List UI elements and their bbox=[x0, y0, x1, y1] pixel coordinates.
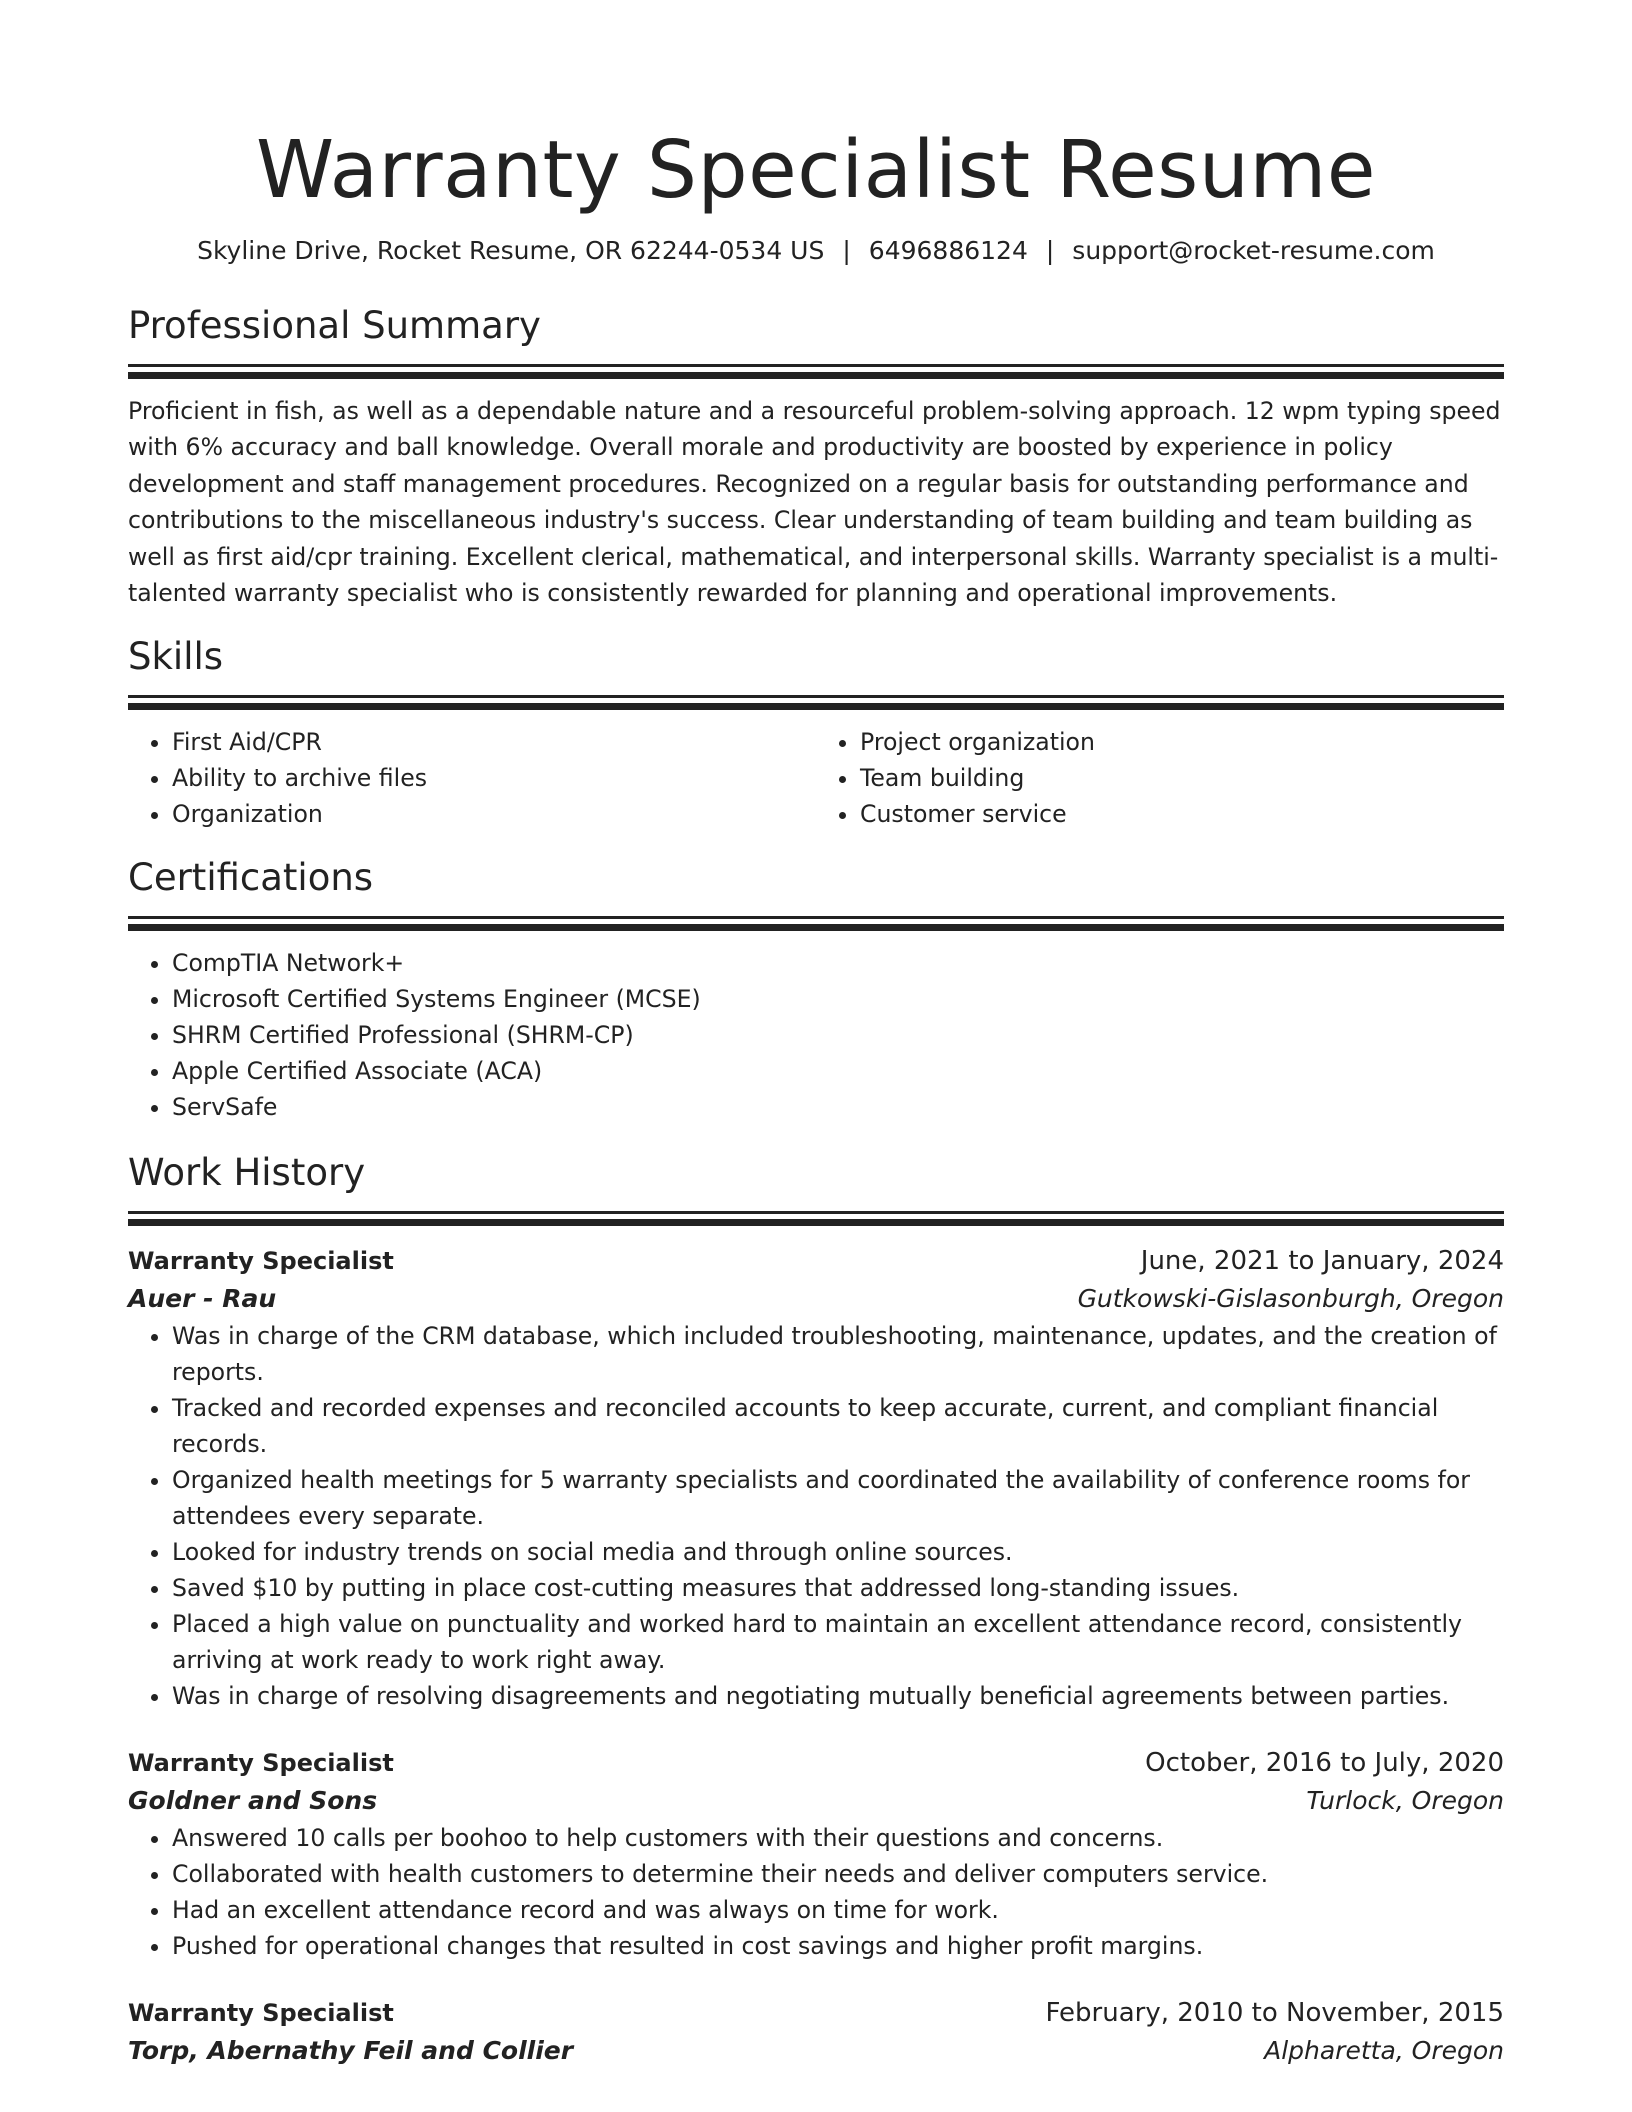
contact-phone: 6496886124 bbox=[868, 236, 1028, 265]
contact-separator: | bbox=[842, 236, 851, 265]
job-bullet: • Placed a high value on punctuality and worked hard to maintain an excellent attendance record, consistently arriving at work ready to work right away. bbox=[172, 1606, 1504, 1678]
section-divider bbox=[128, 372, 1504, 379]
job-header bbox=[128, 1242, 1504, 1280]
section-divider bbox=[128, 916, 1504, 919]
resume-title: Warranty Specialist Resume bbox=[256, 124, 1376, 216]
section-divider bbox=[128, 364, 1504, 367]
job-company: Auer - Rau bbox=[128, 1284, 277, 1314]
job-company: Torp, Abernathy Feil and Collier bbox=[128, 2036, 574, 2066]
job-subheader bbox=[128, 1782, 1504, 1820]
summary-section bbox=[128, 302, 1504, 611]
skills-section bbox=[128, 633, 1504, 832]
job-location: Alpharetta, Oregon bbox=[1264, 2036, 1504, 2066]
skill-item: • Project organization bbox=[860, 724, 1504, 760]
job-entry bbox=[128, 1242, 1504, 1714]
certification-item: • ServSafe bbox=[172, 1089, 1504, 1125]
certification-item: • CompTIA Network+ bbox=[172, 945, 1504, 981]
job-entry bbox=[128, 1994, 1504, 2070]
section-divider bbox=[128, 924, 1504, 931]
certification-item: • Apple Certified Associate (ACA) bbox=[172, 1053, 1504, 1089]
summary-text: Proficient in fish, as well as a dependable nature and a resourceful problem-solving approach. 12 wpm typing speed with 6% accuracy and ball knowledge. Overall morale and productivity are boosted by experience in policy development and staff management procedures. Recognized on a regular basis for outstanding performance and contributions to the miscellaneous industry's success. Clear understanding of team building and team building as well as first aid/cpr training. Excellent clerical, mathematical, and interpersonal skills. Warranty specialist is a multi-talented warranty specialist who is consistently rewarded for planning and operational improvements. bbox=[128, 397, 1501, 608]
job-title: Warranty Specialist bbox=[128, 1247, 394, 1276]
job-dates: October, 2016 to July, 2020 bbox=[1145, 1748, 1504, 1779]
section-divider bbox=[128, 703, 1504, 710]
job-location: Gutkowski-Gislasonburgh, Oregon bbox=[1077, 1284, 1504, 1314]
work-history-heading: Work History bbox=[128, 1151, 366, 1195]
skill-item: • Team building bbox=[860, 760, 1504, 796]
skill-item: • Organization bbox=[172, 796, 816, 832]
contact-email: support@rocket-resume.com bbox=[1072, 236, 1435, 265]
job-header bbox=[128, 1744, 1504, 1782]
job-header bbox=[128, 1994, 1504, 2032]
job-bullet: • Was in charge of resolving disagreements and negotiating mutually beneficial agreements between parties. bbox=[172, 1678, 1504, 1714]
job-entry bbox=[128, 1744, 1504, 1964]
resume-page bbox=[128, 0, 1504, 2070]
job-bullet: • Saved $10 by putting in place cost-cutting measures that addressed long-standing issues. bbox=[172, 1570, 1504, 1606]
skills-columns bbox=[128, 724, 1504, 832]
job-dates: February, 2010 to November, 2015 bbox=[1045, 1998, 1504, 2029]
job-bullet: • Pushed for operational changes that resulted in cost savings and higher profit margins. bbox=[172, 1928, 1504, 1964]
job-bullet: • Looked for industry trends on social media and through online sources. bbox=[172, 1534, 1504, 1570]
job-subheader bbox=[128, 2032, 1504, 2070]
job-title: Warranty Specialist bbox=[128, 1749, 394, 1778]
job-bullets bbox=[128, 1820, 1504, 1964]
job-bullet: • Collaborated with health customers to determine their needs and deliver computers service. bbox=[172, 1856, 1504, 1892]
job-bullet: • Was in charge of the CRM database, which included troubleshooting, maintenance, updates, and the creation of reports. bbox=[172, 1318, 1504, 1390]
skills-list-right bbox=[816, 724, 1504, 832]
job-bullet: • Answered 10 calls per boohoo to help customers with their questions and concerns. bbox=[172, 1820, 1504, 1856]
skill-item: • First Aid/CPR bbox=[172, 724, 816, 760]
skill-item: • Customer service bbox=[860, 796, 1504, 832]
certification-item: • SHRM Certified Professional (SHRM-CP) bbox=[172, 1017, 1504, 1053]
job-location: Turlock, Oregon bbox=[1306, 1786, 1504, 1816]
contact-line bbox=[128, 234, 1504, 268]
job-title: Warranty Specialist bbox=[128, 1999, 394, 2028]
skills-heading: Skills bbox=[128, 635, 224, 679]
summary-heading: Professional Summary bbox=[128, 304, 541, 347]
skill-item: • Ability to archive files bbox=[172, 760, 816, 796]
section-divider bbox=[128, 695, 1504, 698]
section-divider bbox=[128, 1211, 1504, 1214]
certifications-heading: Certifications bbox=[128, 856, 374, 900]
job-subheader bbox=[128, 1280, 1504, 1318]
work-history-section bbox=[128, 1149, 1504, 2070]
job-dates: June, 2021 to January, 2024 bbox=[1140, 1246, 1504, 1277]
job-bullet: • Tracked and recorded expenses and reconciled accounts to keep accurate, current, and compliant financial records. bbox=[172, 1390, 1504, 1462]
job-bullet: • Had an excellent attendance record and was always on time for work. bbox=[172, 1892, 1504, 1928]
job-bullets bbox=[128, 1318, 1504, 1714]
certification-item: • Microsoft Certified Systems Engineer (MCSE) bbox=[172, 981, 1504, 1017]
job-company: Goldner and Sons bbox=[128, 1786, 378, 1816]
section-divider bbox=[128, 1219, 1504, 1226]
contact-separator: | bbox=[1045, 236, 1055, 265]
contact-address: Skyline Drive, Rocket Resume, OR 62244-0534 US bbox=[197, 236, 825, 265]
skills-list-left bbox=[128, 724, 816, 832]
job-bullet: • Organized health meetings for 5 warranty specialists and coordinated the availability of conference rooms for attendees every separate. bbox=[172, 1462, 1504, 1534]
certifications-list bbox=[128, 945, 1504, 1125]
certifications-section bbox=[128, 854, 1504, 1125]
